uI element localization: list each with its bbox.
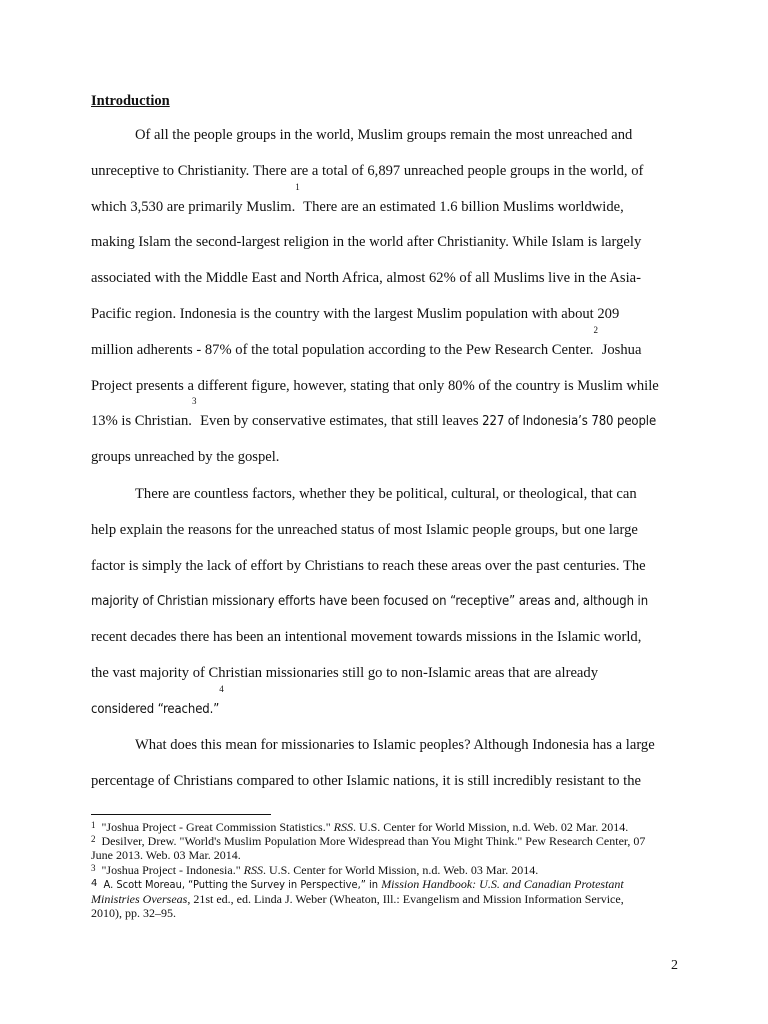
page-number: 2 xyxy=(671,958,678,973)
text-run: Of all the people groups in the world, Muslim groups remain the most unreached and xyxy=(135,127,633,143)
paragraph-line xyxy=(91,261,691,297)
paragraph-line xyxy=(91,225,691,261)
paragraph-line xyxy=(91,369,691,405)
section-heading: Introduction xyxy=(91,93,170,109)
text-run: million adherents - 87% of the total population according to the Pew Research Center. xyxy=(91,341,594,358)
text-run: There are an estimated 1.6 billion Muslims worldwide, xyxy=(299,198,624,215)
footnote-number: 3 xyxy=(91,862,96,873)
text-run: . U.S. Center for World Mission, n.d. Web. 03 Mar. 2014. xyxy=(262,862,539,877)
footnote-ref-2: 2 xyxy=(593,324,599,335)
paragraph-line xyxy=(91,656,691,692)
footnote-line xyxy=(91,848,681,862)
text-run: June 2013. Web. 03 Mar. 2014. xyxy=(91,848,241,863)
paragraph-line xyxy=(91,728,691,764)
paragraph-line xyxy=(91,118,691,154)
text-run-sans: considered “reached.” xyxy=(91,701,220,717)
paragraph-2 xyxy=(91,477,691,728)
text-run: associated with the Middle East and North Africa, almost 62% of all Muslims live in the Asia- xyxy=(91,270,642,287)
footnote-number: 4 xyxy=(91,877,98,889)
text-run: Even by conservative estimates, that still leaves xyxy=(196,413,483,430)
footnote-ref-3: 3 xyxy=(191,396,197,407)
paragraph-1 xyxy=(91,118,691,476)
text-run: help explain the reasons for the unreached status of most Islamic people groups, but one large xyxy=(91,521,638,538)
text-run: "Joshua Project - Great Commission Statistics." xyxy=(98,820,334,834)
paragraph-line xyxy=(91,620,691,656)
paragraph-line xyxy=(91,513,691,549)
footnote-ref-4: 4 xyxy=(219,683,224,694)
text-run: "Joshua Project - Indonesia." xyxy=(98,862,244,877)
paragraph-line xyxy=(91,396,691,440)
text-run-italic: RSS xyxy=(243,862,263,877)
text-run-sans: 227 of Indonesia’s 780 people xyxy=(482,414,657,430)
text-run: factor is simply the lack of effort by Christians to reach these areas over the past centuries. The xyxy=(91,557,646,574)
footnote-number: 2 xyxy=(91,834,96,845)
text-run: unreceptive to Christianity. There are a total of 6,897 unreached people groups in the world, of xyxy=(91,162,644,179)
text-run: the vast majority of Christian missionaries still go to non-Islamic areas that are already xyxy=(91,664,598,681)
paragraph-line xyxy=(91,297,691,333)
text-run: . U.S. Center for World Mission, n.d. Web. 02 Mar. 2014. xyxy=(352,820,629,834)
footnote-line xyxy=(91,820,681,834)
footnote-1 xyxy=(91,820,681,834)
footnote-line xyxy=(91,906,681,920)
text-run-sans: A. Scott Moreau, “Putting the Survey in Perspective,” in xyxy=(100,877,382,891)
footnote-ref-1: 1 xyxy=(295,181,300,192)
paragraph-line xyxy=(91,181,691,226)
paragraph-line xyxy=(91,764,691,800)
text-run: 13% is Christian. xyxy=(91,413,192,430)
text-run: which 3,530 are primarily Muslim. xyxy=(91,198,296,215)
paragraph-line xyxy=(91,584,691,620)
footnote-line xyxy=(91,877,681,892)
footnote-3 xyxy=(91,863,681,877)
text-run: Pacific region. Indonesia is the country with the largest Muslim population with about 209 xyxy=(91,305,620,322)
paragraph-3 xyxy=(91,728,691,800)
footnote-line xyxy=(91,892,681,906)
text-run: 2010), pp. 32–95. xyxy=(91,906,176,921)
paragraph-line xyxy=(91,324,691,369)
footnote-number: 1 xyxy=(91,820,96,830)
text-run: What does this mean for missionaries to Islamic peoples? Although Indonesia has a large xyxy=(135,737,655,753)
footnote-line xyxy=(91,834,681,848)
text-run: groups unreached by the gospel. xyxy=(91,449,280,466)
text-run-italic: Mission Handbook: U.S. and Canadian Protestant xyxy=(381,876,624,891)
footnote-4 xyxy=(91,877,681,921)
footnote-separator xyxy=(91,814,271,815)
footnote-2 xyxy=(91,834,681,862)
text-run-sans: majority of Christian missionary efforts have been focused on “receptive” areas and, although in xyxy=(91,594,649,610)
paragraph-line xyxy=(91,154,691,190)
paragraph-line xyxy=(91,549,691,585)
paragraph-line xyxy=(91,477,691,513)
text-run: percentage of Christians compared to other Islamic nations, it is still incredibly resistant to the xyxy=(91,772,641,789)
text-run: recent decades there has been an intentional movement towards missions in the Islamic world, xyxy=(91,629,642,646)
text-run-italic: RSS xyxy=(333,820,353,834)
paragraph-line xyxy=(91,440,691,476)
footnotes xyxy=(91,820,681,920)
paragraph-line xyxy=(91,683,691,728)
text-run: Joshua xyxy=(598,341,642,358)
footnote-line xyxy=(91,863,681,877)
text-run: making Islam the second-largest religion in the world after Christianity. While Islam is largely xyxy=(91,234,642,251)
text-run: Desilver, Drew. "World's Muslim Population More Widespread than You Might Think." Pew Research Center, 07 xyxy=(98,834,646,849)
text-run: There are countless factors, whether they be political, cultural, or theological, that can xyxy=(135,486,637,502)
text-run: , 21st ed., ed. Linda J. Weber (Wheaton, Ill.: Evangelism and Mission Information Service, xyxy=(187,892,624,907)
text-run-italic: Ministries Overseas xyxy=(91,892,188,907)
text-run: Project presents a different figure, however, stating that only 80% of the country is Muslim while xyxy=(91,377,659,394)
